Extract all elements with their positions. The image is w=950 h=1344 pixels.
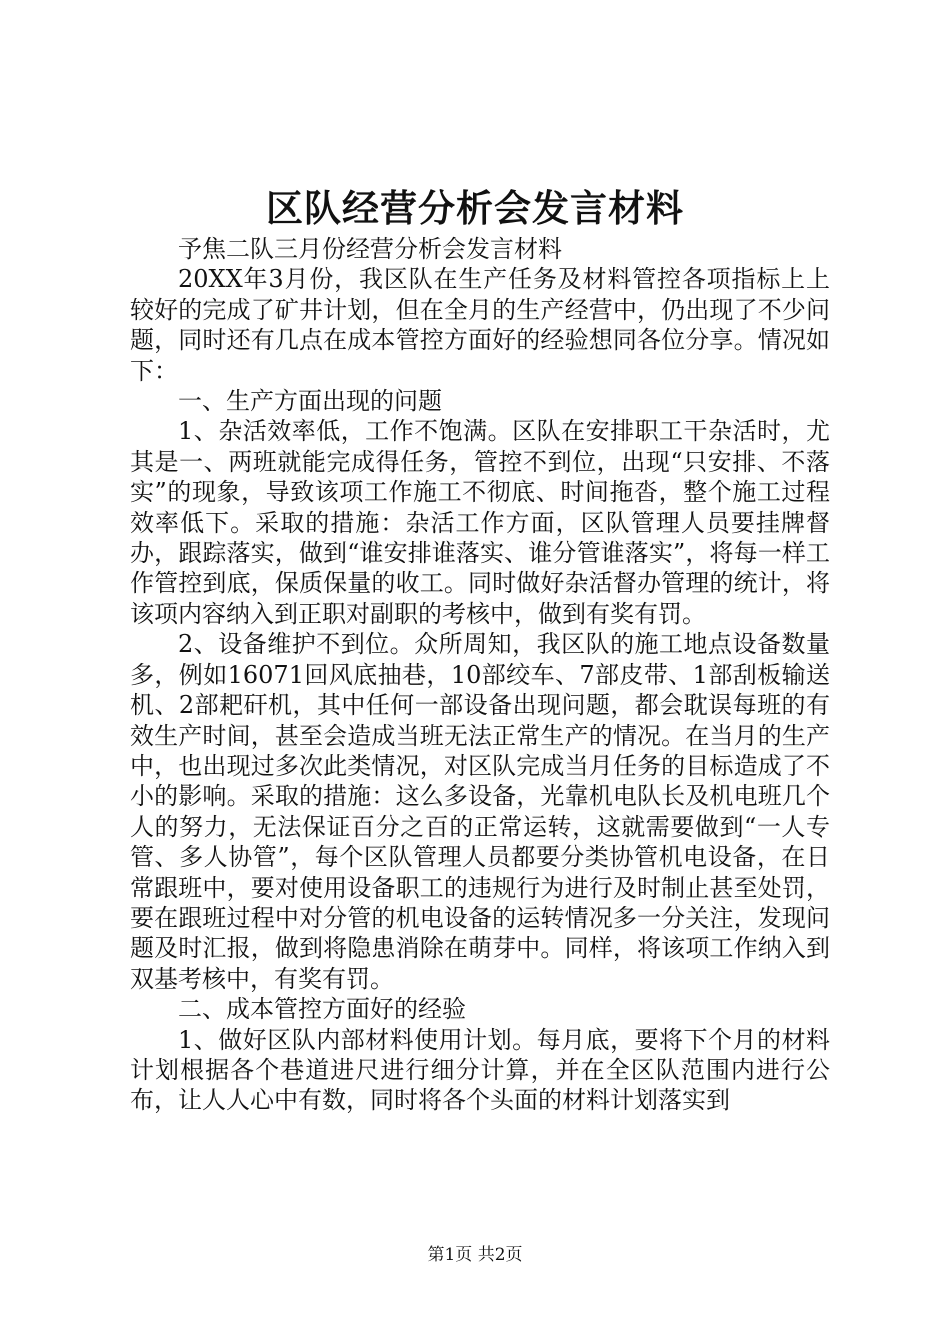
paragraph-cost-item-1: 1、做好区队内部材料使用计划。每月底，要将下个月的材料计划根据各个巷道进尺进行细分计算，并在全区队范围内进行公布，让人人心中有数，同时将各个头面的材料计划落实到 bbox=[130, 1025, 830, 1115]
paragraph-intro: 20XX年3月份，我区队在生产任务及材料管控各项指标上上较好的完成了矿井计划，但在全月的生产经营中，仍出现了不少问题，同时还有几点在成本管控方面好的经验想同各位分享。情况如下： bbox=[130, 265, 830, 385]
page-total: 共2页 bbox=[477, 1245, 523, 1265]
paragraph-item-1: 1、杂活效率低，工作不饱满。区队在安排职工干杂活时，尤其是一、两班就能完成得任务，管控不到位，出现“只安排、不落实”的现象，导致该项工作施工不彻底、时间拖沓，整个施工过程效率低下。采取的措施：杂活工作方面，区队管理人员要挂牌督办，跟踪落实，做到“谁安排谁落实、谁分管谁落实”，将每一样工作管控到底，保质保量的收工。同时做好杂活督办管理的统计，将该项内容纳入到正职对副职的考核中，做到有奖有罚。 bbox=[130, 417, 830, 628]
section-heading-cost: 二、成本管控方面好的经验 bbox=[178, 995, 466, 1024]
page-footer bbox=[0, 1243, 950, 1267]
document-body bbox=[130, 234, 830, 1116]
page-number: 第1页 bbox=[427, 1245, 473, 1265]
document-title: 区队经营分析会发言材料 bbox=[266, 186, 684, 230]
section-heading-production: 一、生产方面出现的问题 bbox=[178, 387, 442, 416]
paragraph-item-2: 2、设备维护不到位。众所周知，我区队的施工地点设备数量多，例如16071回风底抽巷，10部绞车、7部皮带、1部刮板输送机、2部耙矸机，其中任何一部设备出现问题，都会耽误每班的有效生产时间，甚至会造成当班无法正常生产的情况。在当月的生产中，也出现过多次此类情况，对区队完成当月任务的目标造成了不小的影响。采取的措施：这么多设备，光靠机电队长及机电班几个人的努力，无法保证百分之百的正常运转，这就需要做到“一人专管、多人协管”，每个区队管理人员都要分类协管机电设备，在日常跟班中，要对使用设备职工的违规行为进行及时制止甚至处罚，要在跟班过程中对分管的机电设备的运转情况多一分关注，发现问题及时汇报，做到将隐患消除在萌芽中。同样，将该项工作纳入到双基考核中，有奖有罚。 bbox=[130, 630, 830, 993]
paragraph-subtitle: 予焦二队三月份经营分析会发言材料 bbox=[178, 235, 562, 263]
